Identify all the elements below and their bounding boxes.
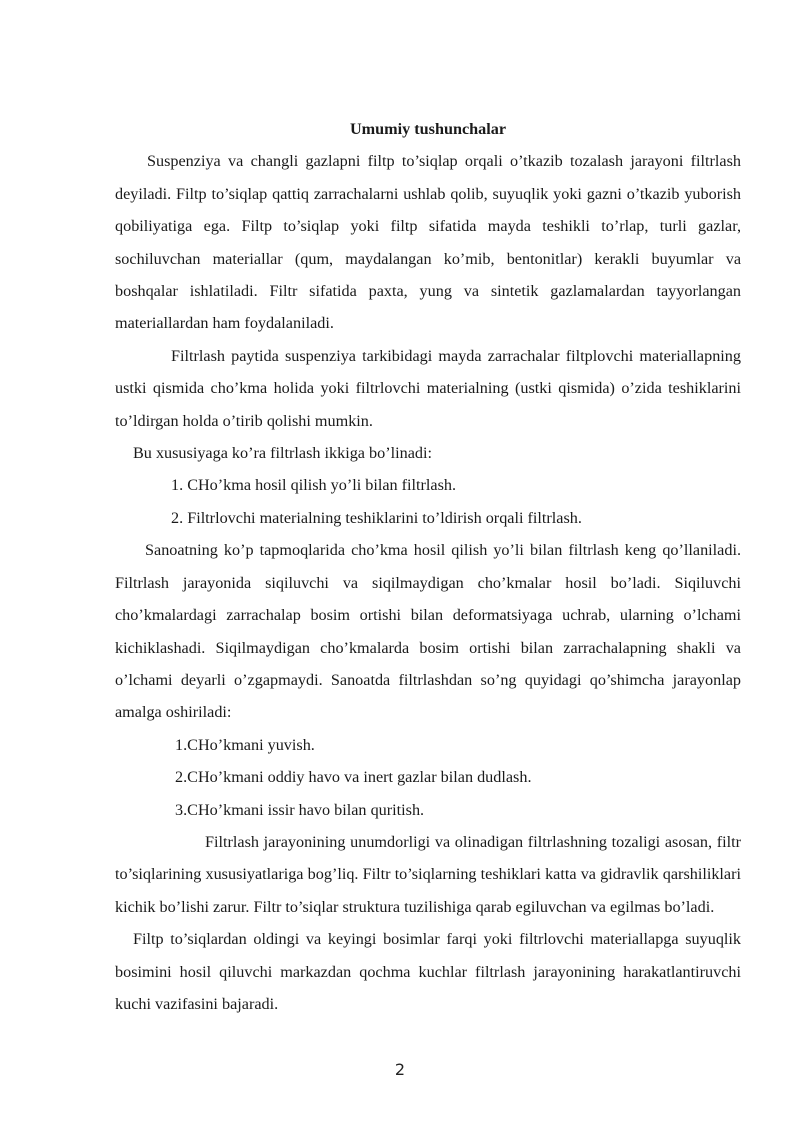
list-item: 1.CHo’kmani yuvish. bbox=[175, 735, 315, 754]
paragraph-definition: Suspenziya va changli gazlapni filtp to’siqlap orqali o’tkazib tozalash jarayoni filtrlash deyiladi. Filtp to’siqlap qattiq zarrachalarni ushlab qolib, suyuqlik yoki gazni o’tkazib yuborish qobiliyatiga ega. Filtp to’siqlap yoki filtp sifatida mayda teshikli to’rlap, turli gazlar, sochiluvchan materiallar (qum, maydalangan ko’mib, bentonitlar) kerakli buyumlar va boshqalar ishlatiladi. Filtr sifatida paxta, yung va sintetik gazlamalardan tayyorlangan materiallardan ham foydalaniladi. bbox=[115, 152, 741, 333]
paragraph-productivity: Filtrlash jarayonining unumdorligi va olinadigan filtrlashning tozaligi asosan, filtr to’siqlarining xususiyatlariga bog’liq. Filtr to’siqlarning teshiklari katta va gidravlik qarshiliklari kichik bo’lishi zarur. Filtr to’siqlar struktura tuzilishiga qarab egiluvchan va egilmas bo’ladi. bbox=[115, 832, 741, 916]
list-item: 2.CHo’kmani oddiy havo va inert gazlar bilan dudlash. bbox=[175, 768, 532, 787]
list-item: 1. CHo’kma hosil qilish yo’li bilan filtrlash. bbox=[171, 476, 457, 495]
page-content bbox=[115, 113, 741, 1020]
list-item: 2. Filtrlovchi materialning teshiklarini to’ldirish orqali filtrlash. bbox=[171, 508, 582, 527]
paragraph-industry: Sanoatning ko’p tapmoqlarida cho’kma hosil qilish yo’li bilan filtrlash keng qo’llaniladi. Filtrlash jarayonida siqiluvchi va siqilmaydigan cho’kmalar hosil bo’ladi. Siqiluvchi cho’kmalardagi zarrachalap bosim ortishi bilan deformatsiyaga uchrab, ularning o’lchami kichiklashadi. Siqilmaydigan cho’kmalarda bosim ortishi bilan zarrachalapning shakli va o’lchami deyarli o’zgapmaydi. Sanoatda filtrlashdan so’ng quyidagi qo’shimcha jarayonlap amalga oshiriladi: bbox=[115, 541, 741, 722]
paragraph-classification: Bu xususiyaga ko’ra filtrlash ikkiga bo’linadi: bbox=[133, 444, 432, 463]
additional-processes-list bbox=[115, 729, 741, 826]
page-number: 2 bbox=[394, 1060, 406, 1079]
paragraph-sediment: Filtrlash paytida suspenziya tarkibidagi mayda zarrachalar filtplovchi materiallapning ustki qismida cho’kma holida yoki filtrlovchi materialning (ustki qismida) o’zida teshiklarini to’ldirgan holda o’tirib qolishi mumkin. bbox=[115, 346, 741, 430]
list-item: 3.CHo’kmani issir havo bilan quritish. bbox=[175, 800, 425, 819]
filtration-types-list bbox=[115, 469, 741, 534]
section-title: Umumiy tushunchalar bbox=[349, 120, 507, 138]
paragraph-driving-force: Filtp to’siqlardan oldingi va keyingi bosimlar farqi yoki filtrlovchi materiallapga suyuqlik bosimini hosil qiluvchi markazdan qochma kuchlar filtrlash jarayonining harakatlantiruvchi kuchi vazifasini bajaradi. bbox=[115, 930, 741, 1013]
